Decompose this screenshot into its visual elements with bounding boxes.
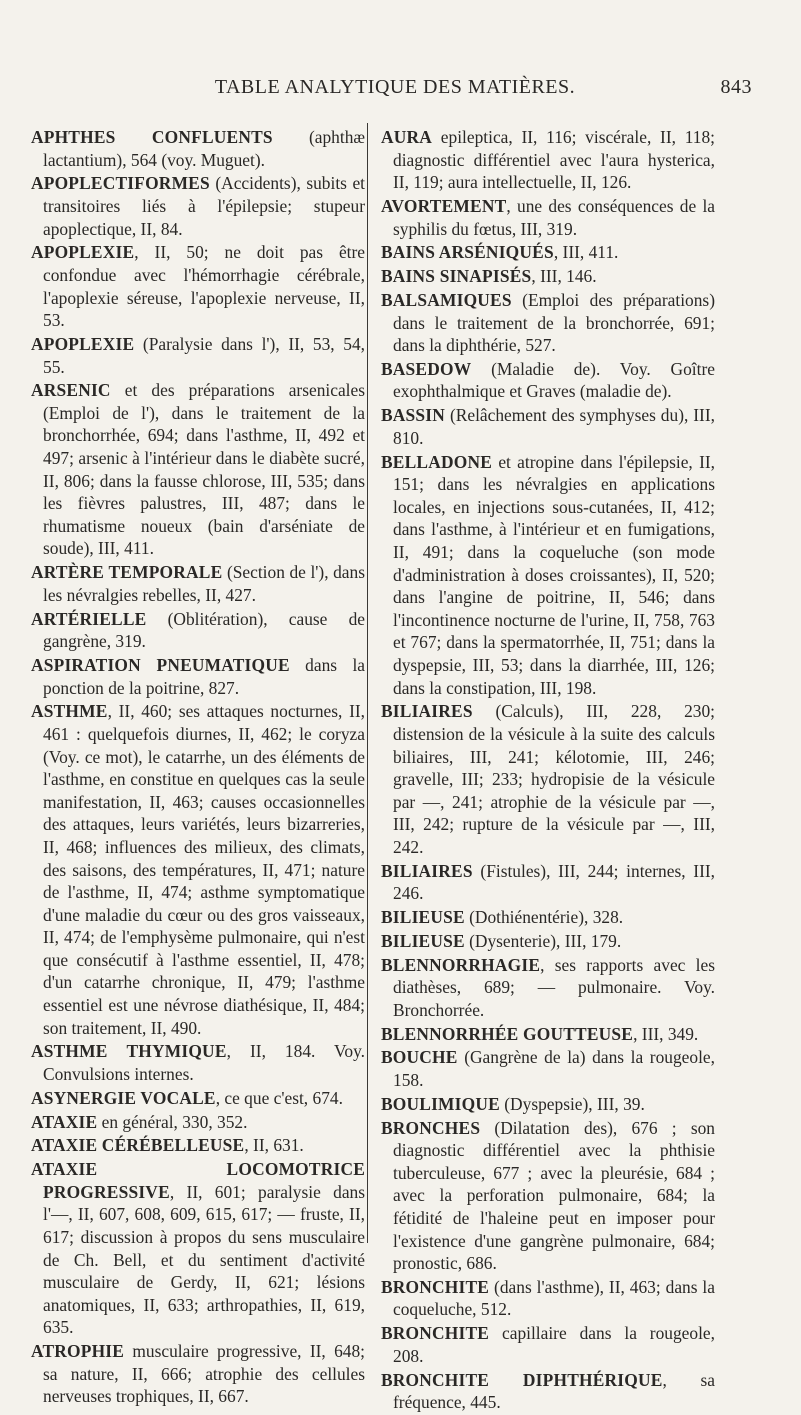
entry-headword: ASTHME: [31, 701, 108, 722]
entry-headword: ATAXIE CÉRÉBELLEUSE: [31, 1135, 245, 1156]
entry-headword: BAINS SINAPISÉS: [381, 266, 532, 287]
entry-headword: ARSENIC: [31, 380, 111, 401]
entry-headword: BILIAIRES: [381, 701, 473, 722]
entry-headword: AURA: [381, 127, 433, 147]
entry-headword: APHTHES CONFLUENTS: [31, 127, 273, 147]
entry-headword: BRONCHITE: [381, 1323, 490, 1344]
index-entry: [31, 700, 365, 1039]
entry-text: (Paralysie dans l'), II, 53, 54, 55.: [43, 333, 365, 377]
index-entry: [381, 1117, 715, 1275]
entry-text: , II, 631.: [244, 1135, 304, 1156]
running-head: [40, 76, 750, 100]
index-entry: [31, 1111, 365, 1134]
index-entry: [381, 1093, 715, 1116]
entry-text: (Dilatation des), 676 ; son diagnostic différentiel avec la phthisie tuberculeuse, 677 ; avec la pleurésie, 684 ; avec la perforation pulmonaire, 684; la fétidité de l'haleine peut en imposer pour l'existence d'une gangrène pulmonaire, 684; pronostic, 686.: [393, 1117, 715, 1274]
entry-text: (Oblitération), cause de gangrène, 319.: [43, 608, 365, 652]
entry-headword: BILIAIRES: [381, 860, 473, 881]
right-column: [381, 126, 715, 1415]
entry-text: , II, 184. Voy. Convulsions internes.: [43, 1041, 365, 1085]
page-number: 843: [720, 76, 752, 98]
entry-headword: AVORTEMENT: [381, 195, 507, 216]
entry-text: capillaire dans la rougeole, 208.: [393, 1323, 715, 1366]
entry-text: , ce que c'est, 674.: [215, 1087, 343, 1108]
index-entry: [381, 358, 715, 403]
entry-headword: ARTÉRIELLE: [31, 608, 147, 629]
entry-headword: APOPLEXIE: [31, 242, 135, 263]
entry-headword: ASPIRATION PNEUMATIQUE: [31, 654, 290, 675]
index-entry: [381, 1322, 715, 1367]
entry-headword: APOPLEXIE: [31, 333, 135, 354]
index-entry: [381, 265, 715, 288]
entry-text: (Fistules), III, 244; internes, III, 246.: [393, 860, 715, 904]
page-title: TABLE ANALYTIQUE DES MATIÈRES.: [214, 76, 576, 98]
entry-text: (Accidents), subits et transitoires liés à l'épilepsie; stupeur apoplectique, II, 84.: [43, 173, 365, 239]
entry-text: epileptica, II, 116; viscérale, II, 118; diagnostic différentiel avec l'aura hysterica, II, 119; aura intellectuelle, II, 126.: [393, 127, 715, 193]
entry-text: musculaire progressive, II, 648; sa nature, II, 666; atrophie des cellules nerveuses trophiques, II, 667.: [43, 1341, 365, 1407]
entry-headword: BRONCHITE: [381, 1276, 490, 1297]
entry-text: dans la ponction de la poitrine, 827.: [43, 654, 365, 698]
entry-headword: ARTÈRE TEMPORALE: [31, 562, 223, 583]
entry-headword: BLENNORRHÉE GOUTTEUSE: [381, 1023, 634, 1044]
entry-headword: BELLADONE: [381, 451, 493, 472]
index-entry: [31, 654, 365, 699]
entry-text: (Emploi des préparations) dans le traitement de la bronchorrée, 691; dans la diphthérie, 527.: [393, 289, 715, 356]
index-entry: [381, 906, 715, 929]
index-entry: [31, 379, 365, 560]
entry-headword: BILIEUSE: [381, 930, 465, 951]
entry-text: (Dysenterie), III, 179.: [464, 930, 622, 951]
left-column: [31, 126, 365, 1409]
entry-headword: BASEDOW: [381, 358, 472, 379]
entry-text: , III, 146.: [531, 266, 597, 287]
entry-text: (Relâchement des symphyses du), III, 810.: [393, 405, 715, 448]
index-entry: [381, 451, 715, 700]
index-entry: [381, 1276, 715, 1321]
column-divider: [367, 123, 368, 1243]
entry-headword: ATAXIE: [31, 1111, 98, 1132]
index-entry: [381, 954, 715, 1022]
entry-text: en général, 330, 352.: [97, 1111, 248, 1132]
entry-headword: BOUCHE: [381, 1047, 458, 1068]
index-entry: [381, 930, 715, 953]
index-entry: [31, 172, 365, 240]
entry-text: , sa fréquence, 445.: [393, 1369, 716, 1413]
entry-text: , une des conséquences de la syphilis du fœtus, III, 319.: [393, 195, 715, 239]
entry-text: (Gangrène de la) dans la rougeole, 158.: [393, 1047, 715, 1090]
entry-headword: ATROPHIE: [31, 1341, 125, 1362]
index-entry: [31, 1158, 365, 1339]
index-entry: [31, 1040, 365, 1085]
index-entry: [31, 241, 365, 331]
index-entry: [381, 700, 715, 858]
entry-headword: BILIEUSE: [381, 907, 465, 928]
entry-text: , II, 50; ne doit pas être confondue avec l'hémorrhagie cérébrale, l'apoplexie séreuse, l'apoplexie nerveuse, II, 53.: [43, 242, 365, 331]
entry-headword: BLENNORRHAGIE: [381, 954, 541, 975]
entry-text: (Maladie de). Voy. Goître exophthalmique et Graves (maladie de).: [393, 358, 715, 402]
entry-headword: ATAXIE LOCOMOTRICE PROGRESSIVE: [31, 1159, 365, 1202]
index-entry: [31, 1134, 365, 1157]
index-entry: [31, 1340, 365, 1408]
entry-text: , III, 411.: [553, 242, 619, 263]
index-entry: [381, 860, 715, 905]
entry-text: (Section de l'), dans les névralgies rebelles, II, 427.: [43, 562, 365, 605]
entry-headword: ASTHME THYMIQUE: [31, 1041, 227, 1062]
entry-headword: BRONCHITE DIPHTHÉRIQUE: [381, 1369, 663, 1390]
index-entry: [31, 561, 365, 606]
entry-headword: ASYNERGIE VOCALE: [31, 1087, 216, 1108]
entry-text: et des préparations arsenicales (Emploi de l'), dans le traitement de la bronchorrhée, 694; dans l'asthme, II, 492 et 497; arsenic à l'intérieur dans le diabète sucré, II, 806; dans la fausse chlorose, III, 535; dans les fièvres palustres, III, 487; dans le rhumatisme noueux (bain d'arséniate de soude), III, 411.: [43, 380, 365, 559]
entry-headword: BOULIMIQUE: [381, 1093, 500, 1114]
index-entry: [381, 1023, 715, 1046]
entry-text: (Calculs), III, 228, 230; distension de la vésicule à la suite des calculs biliaires, III, 241; kélotomie, III, 246; gravelle, III; 233; hydropisie de la vésicule par —, 241; atrophie de la vésicule par —, III, 242; rupture de la vésicule par —, III, 242.: [393, 701, 715, 857]
entry-headword: APOPLECTIFORMES: [31, 173, 210, 194]
entry-text: , III, 349.: [633, 1023, 699, 1044]
index-entry: [31, 126, 365, 171]
entry-text: , II, 601; paralysie dans l'—, II, 607, 608, 609, 615, 617; — fruste, II, 617; discussion à propos du sens musculaire de Ch. Bell, et du sentiment d'activité musculaire de Gerdy, II, 621; lésions anatomiques, II, 633; arthropathies, II, 619, 635.: [43, 1181, 365, 1338]
entry-headword: BRONCHES: [381, 1117, 481, 1138]
index-entry: [31, 1087, 365, 1110]
entry-headword: BAINS ARSÉNIQUÉS: [381, 242, 554, 263]
index-entry: [31, 333, 365, 378]
entry-text: (Dothiénentérie), 328.: [464, 907, 624, 928]
index-entry: [381, 241, 715, 264]
index-entry: [381, 1369, 715, 1414]
entry-text: (dans l'asthme), II, 463; dans la coqueluche, 512.: [393, 1276, 715, 1320]
entry-text: (aphthæ lactantium), 564 (voy. Muguet).: [43, 127, 365, 170]
index-entry: [381, 1046, 715, 1091]
index-entry: [381, 195, 715, 240]
entry-headword: BASSIN: [381, 405, 446, 426]
entry-text: (Dyspepsie), III, 39.: [499, 1093, 645, 1114]
index-entry: [381, 404, 715, 449]
index-entry: [381, 126, 715, 194]
index-entry: [381, 289, 715, 357]
entry-text: et atropine dans l'épilepsie, II, 151; dans les névralgies en applications locales, en injections sous-cutanées, II, 412; dans l'asthme, à l'intérieur et en fumigations, II, 491; dans la coqueluche (son mode d'administration à doses croissantes), II, 520; dans l'angine de poitrine, II, 546; dans l'incontinence nocturne de l'urine, II, 758, 763 et 767; dans la spermatorrhée, II, 751; dans la dyspepsie, III, 53; dans la diarrhée, III, 126; dans la constipation, III, 198.: [393, 451, 715, 698]
index-entry: [31, 608, 365, 653]
entry-text: , ses rapports avec les diathèses, 689; — pulmonaire. Voy. Bronchorrée.: [393, 954, 715, 1020]
entry-text: , II, 460; ses attaques nocturnes, II, 461 : quelquefois diurnes, II, 462; le coryza (Voy. ce mot), le catarrhe, un des éléments de l'asthme, en constitue en quelques cas la seule manifestation, II, 463; causes occasionnelles des attaques, leurs variétés, leurs bizarreries, II, 468; influences des milieux, des climats, des saisons, des températures, II, 471; nature de l'asthme, II, 474; asthme symptomatique d'une maladie du cœur ou des gros vaisseaux, II, 474; de l'emphysème pulmonaire, qui n'est que consécutif à l'asthme essentiel, II, 478; d'un catarrhe chronique, II, 479; l'asthme essentiel est une névrose diathésique, II, 484; son traitement, II, 490.: [43, 701, 365, 1038]
entry-headword: BALSAMIQUES: [381, 289, 512, 310]
